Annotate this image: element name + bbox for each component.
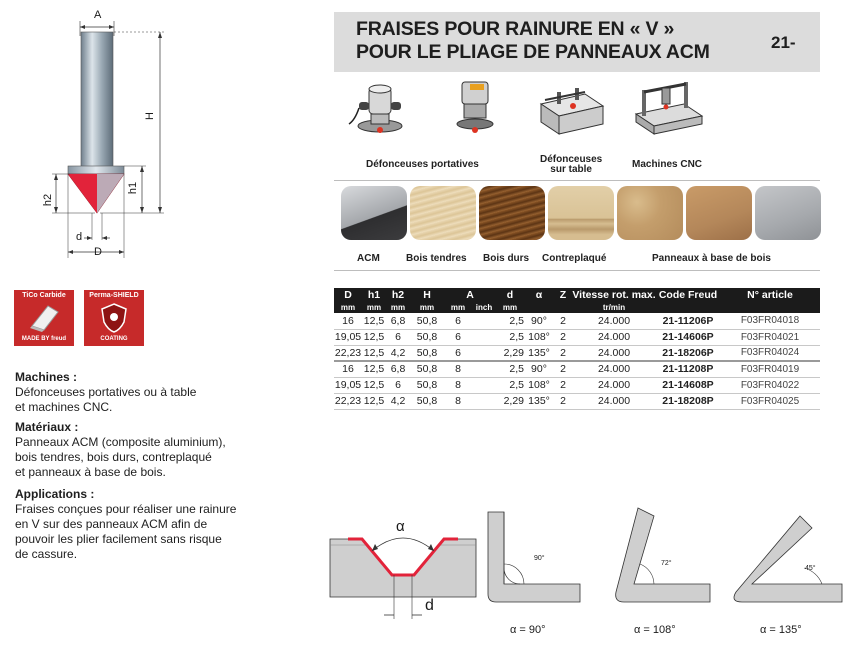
machine-label-table-line1: Défonceuses	[540, 154, 603, 165]
bend-angle-label-135: 45°	[805, 565, 816, 572]
spec-table	[334, 288, 820, 410]
info-applications-line4: de cassure.	[15, 547, 78, 561]
col-unit: mm	[362, 302, 386, 313]
table-cell: 50,8	[416, 346, 438, 359]
permashield-badge-title: Perma-SHIELD	[89, 292, 139, 299]
table-cell: 2,5	[509, 314, 524, 327]
router-bit-drawing	[40, 8, 170, 263]
ticarbide-badge	[14, 290, 74, 346]
table-cell: 2	[560, 314, 566, 327]
dim-label-A: A	[94, 9, 102, 21]
table-cell: 12,5	[363, 331, 385, 343]
col-header: α	[524, 288, 554, 302]
material-tile-mdf	[686, 186, 752, 240]
table-cell: 22,23	[334, 395, 362, 407]
table-cell: 24.000	[597, 395, 631, 407]
table-cell: 50,8	[416, 379, 438, 391]
table-cell	[472, 361, 496, 377]
table-cell: 6,8	[390, 314, 406, 327]
table-cell	[472, 329, 496, 345]
col-header: A	[444, 288, 496, 302]
router-table-icon	[535, 82, 607, 142]
table-cell	[472, 377, 496, 393]
permashield-badge	[84, 290, 144, 346]
col-header: H	[410, 288, 444, 302]
material-tile-chipboard	[617, 186, 683, 240]
table-cell: 4,2	[390, 395, 406, 407]
info-materials-title: Matériaux :	[15, 420, 79, 434]
table-cell: 8	[455, 379, 461, 391]
ticarbide-badge-sub: MADE BY freud	[21, 336, 67, 342]
divider-materials	[334, 270, 820, 271]
divider-machines	[334, 180, 820, 181]
material-label-hardwood: Bois durs	[483, 253, 530, 264]
table-cell: 21-18208P	[662, 395, 714, 407]
table-cell: 6	[395, 331, 401, 343]
col-unit: mm	[496, 302, 524, 313]
col-header: Code Freud	[656, 288, 720, 302]
table-cell: 50,8	[416, 331, 438, 343]
shield-icon	[98, 302, 130, 334]
table-cell: F03FR04024	[740, 347, 800, 359]
info-applications-line1: Fraises conçues pour réaliser une rainure	[15, 502, 237, 516]
table-cell: 4,2	[390, 346, 406, 359]
bend-angle-label-108: 72°	[661, 560, 672, 567]
col-unit: inch	[472, 302, 496, 313]
table-cell: 12,5	[363, 379, 385, 391]
table-row	[334, 345, 820, 361]
table-cell: 6,8	[386, 361, 410, 377]
col-unit	[720, 302, 820, 313]
info-applications-title: Applications :	[15, 487, 95, 501]
col-unit: mm	[386, 302, 410, 313]
table-cell: 2,5	[496, 361, 524, 377]
table-row	[334, 361, 820, 377]
machine-label-cnc: Machines CNC	[632, 159, 703, 170]
table-cell: 16	[342, 314, 354, 327]
table-cell: 12,5	[362, 361, 386, 377]
material-label-plywood: Contreplaqué	[542, 253, 607, 264]
info-applications	[15, 487, 236, 562]
table-cell: 135°	[528, 346, 550, 359]
machine-label-table	[540, 155, 602, 175]
table-cell: 6	[395, 379, 401, 391]
col-unit: tr/min	[572, 302, 656, 313]
machine-label-portable: Défonceuses portatives	[366, 159, 479, 170]
col-header: Z	[554, 288, 572, 302]
table-cell: F03FR04018	[740, 315, 800, 327]
table-cell: 2,29	[503, 346, 524, 359]
col-header: N° article	[720, 288, 820, 302]
table-cell: 2,5	[509, 379, 524, 391]
table-row	[334, 329, 820, 345]
table-cell: 90°	[531, 314, 547, 327]
ticarbide-badge-title: TiCo Carbide	[22, 292, 66, 299]
col-header: D	[334, 288, 362, 302]
carbide-tip-icon	[28, 302, 60, 332]
info-machines	[15, 370, 196, 415]
info-machines-title: Machines :	[15, 370, 78, 384]
col-unit	[656, 302, 720, 313]
info-materials-line2: bois tendres, bois durs, contreplaqué	[15, 450, 212, 464]
table-cell: 24.000	[597, 346, 631, 359]
table-cell: 2	[554, 361, 572, 377]
table-cell: 6	[455, 346, 461, 359]
bend-caption-90: α = 90°	[510, 624, 546, 636]
table-cell: 24.000	[572, 361, 656, 377]
table-row	[334, 313, 820, 329]
col-unit: mm	[444, 302, 472, 313]
material-tile-plywood	[548, 186, 614, 240]
table-cell: 12,5	[363, 314, 385, 327]
material-label-acm: ACM	[357, 253, 380, 264]
table-cell: 108°	[528, 379, 550, 391]
table-cell: 90°	[524, 361, 554, 377]
permashield-badge-sub: COATING	[100, 336, 128, 342]
table-cell: 21-11206P	[662, 314, 714, 327]
dim-label-H: H	[143, 112, 156, 120]
info-applications-line3: pouvoir les plier facilement sans risque	[15, 532, 222, 546]
table-cell: 24.000	[597, 314, 631, 327]
portable-router-icon	[345, 80, 417, 140]
info-machines-line1: Défonceuses portatives ou à table	[15, 385, 197, 399]
table-cell: 24.000	[597, 331, 631, 343]
table-cell: 21-14606P	[662, 331, 714, 343]
bend-caption-108: α = 108°	[634, 624, 676, 636]
table-cell: 19,05	[334, 331, 362, 343]
col-header: Vitesse rot. max.	[572, 289, 656, 301]
title-line-2: POUR LE PLIAGE DE PANNEAUX ACM	[356, 41, 710, 63]
table-cell: 21-11208P	[656, 361, 720, 377]
table-cell: F03FR04025	[740, 395, 800, 407]
table-cell: 12,5	[363, 395, 385, 407]
table-cell: 16	[334, 361, 362, 377]
groove-d-label: d	[425, 597, 434, 614]
title-line-1: FRAISES POUR RAINURE EN « V »	[356, 18, 675, 40]
col-header: h2	[386, 288, 410, 302]
table-cell: 6	[455, 314, 461, 327]
material-tile-hardwood	[479, 186, 545, 240]
info-materials-line3: et panneaux à base de bois.	[15, 465, 166, 479]
table-cell: 8	[444, 361, 472, 377]
table-cell: 2,5	[509, 331, 524, 343]
table-row	[334, 393, 820, 409]
table-cell: 2	[560, 379, 566, 391]
col-unit: mm	[334, 302, 362, 313]
table-cell: 50,8	[416, 314, 438, 327]
info-applications-line2: en V sur des panneaux ACM afin de	[15, 517, 208, 531]
table-cell: 21-18206P	[662, 346, 714, 359]
table-cell: 2	[560, 346, 566, 359]
col-header: d	[496, 288, 524, 302]
table-cell: 108°	[528, 331, 550, 343]
table-cell: 21-14608P	[662, 379, 714, 391]
bend-angle-label-90: 90°	[534, 555, 545, 562]
table-cell	[472, 313, 496, 329]
bend-diagram-135	[730, 514, 846, 608]
material-tile-softwood	[410, 186, 476, 240]
table-cell: F03FR04021	[740, 331, 800, 343]
table-cell: 50,8	[410, 361, 444, 377]
material-label-softwood: Bois tendres	[406, 253, 467, 264]
table-cell: 6	[455, 331, 461, 343]
table-cell: 2,29	[503, 395, 524, 407]
table-cell: F03FR04019	[720, 361, 820, 377]
bend-caption-135: α = 135°	[760, 624, 802, 636]
material-tile-acm	[341, 186, 407, 240]
dim-label-D: D	[94, 246, 102, 258]
table-cell: F03FR04022	[740, 379, 800, 391]
bend-diagram-108	[604, 506, 714, 608]
table-cell	[472, 345, 496, 361]
table-cell: 2	[560, 395, 566, 407]
col-unit	[554, 302, 572, 313]
page-title	[356, 18, 710, 64]
table-units-row	[334, 302, 820, 313]
table-cell: 24.000	[597, 379, 631, 391]
info-machines-line2: et machines CNC.	[15, 400, 113, 414]
table-cell: 19,05	[334, 379, 362, 391]
col-unit: mm	[410, 302, 444, 313]
machine-label-table-line2: sur table	[550, 164, 592, 175]
table-cell: 12,5	[363, 346, 385, 359]
table-cell: 8	[455, 395, 461, 407]
trim-router-icon	[440, 76, 512, 136]
groove-alpha-label: α	[396, 518, 405, 535]
dim-label-d: d	[76, 231, 83, 243]
info-materials-line1: Panneaux ACM (composite aluminium),	[15, 435, 226, 449]
col-header: h1	[362, 288, 386, 302]
col-unit	[524, 302, 554, 313]
page-number: 21-	[771, 33, 796, 52]
dim-label-h1: h1	[127, 181, 140, 195]
table-header-row	[334, 288, 820, 302]
material-label-board: Panneaux à base de bois	[652, 253, 771, 264]
dim-label-h2: h2	[42, 193, 55, 207]
cnc-machine-icon	[632, 80, 704, 140]
info-materials	[15, 420, 226, 480]
table-cell: 22,23	[334, 346, 362, 359]
table-cell	[472, 393, 496, 409]
table-row	[334, 377, 820, 393]
table-cell: 135°	[528, 395, 550, 407]
table-cell: 50,8	[416, 395, 438, 407]
table-cell: 2	[560, 331, 566, 343]
material-tile-grey-board	[755, 186, 821, 240]
